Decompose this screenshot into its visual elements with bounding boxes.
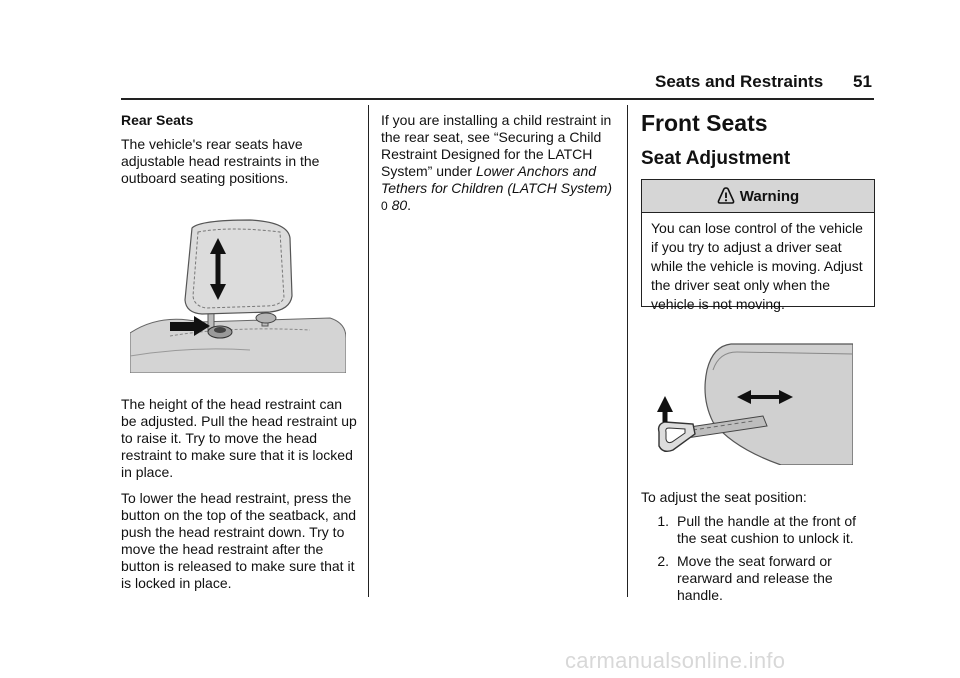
header-rule [121, 98, 874, 100]
warning-header [642, 180, 874, 213]
middle-column [381, 112, 617, 224]
warning-icon [717, 187, 735, 205]
seat-adjustment-illustration [653, 340, 853, 465]
latch-paragraph: If you are installing a child restraint in the rear seat, see “Securing a Child Restraint Designed for the LATCH System” under Lower Anchors and Tethers for Children (LATCH System) 0 80. [381, 112, 613, 213]
left-column [121, 112, 357, 196]
raise-instructions: The height of the head restraint can be adjusted. Pull the head restraint up to raise it. Try to move the head restraint to make sure that it is locked in place. [121, 396, 357, 480]
lower-instructions: To lower the head restraint, press the button on the top of the seatback, and push the head restraint down. Try to move the head restraint after the button is released to make sure that it is locked in place. [121, 490, 357, 591]
column-divider-right [627, 105, 628, 597]
left-column-lower [121, 396, 357, 601]
site-watermark: carmanualsonline.info [565, 648, 786, 673]
section-title: Seats and Restraints [655, 72, 824, 91]
front-seats-title: Front Seats [641, 110, 768, 136]
rear-seats-intro: The vehicle's rear seats have adjustable head restraints in the outboard seating positions. [121, 136, 320, 186]
head-restraint-illustration [130, 218, 346, 373]
page-ref-icon: 0 [381, 199, 388, 213]
page-ref-number[interactable]: 80 [391, 197, 408, 213]
adjust-instructions [641, 489, 875, 610]
warning-text: You can lose control of the vehicle if you try to adjust a driver seat while the vehicle is moving. Adjust the driver seat only when the vehicle is not moving. [651, 220, 863, 312]
rear-seats-heading: Rear Seats [121, 112, 194, 128]
step-item: 2. Move the seat forward or rearward and release the handle. [657, 553, 833, 603]
warning-label: Warning [739, 187, 800, 205]
step-item: 1. Pull the handle at the front of the seat cushion to unlock it. [657, 513, 857, 546]
column-divider-left [368, 105, 369, 597]
warning-box [641, 179, 875, 312]
page-number: 51 [853, 72, 872, 91]
latch-reference-link[interactable]: Lower Anchors and Tethers for Children (LATCH System) [381, 163, 613, 196]
seat-adjustment-heading: Seat Adjustment [641, 148, 791, 169]
instructions-intro: To adjust the seat position: [641, 489, 807, 505]
